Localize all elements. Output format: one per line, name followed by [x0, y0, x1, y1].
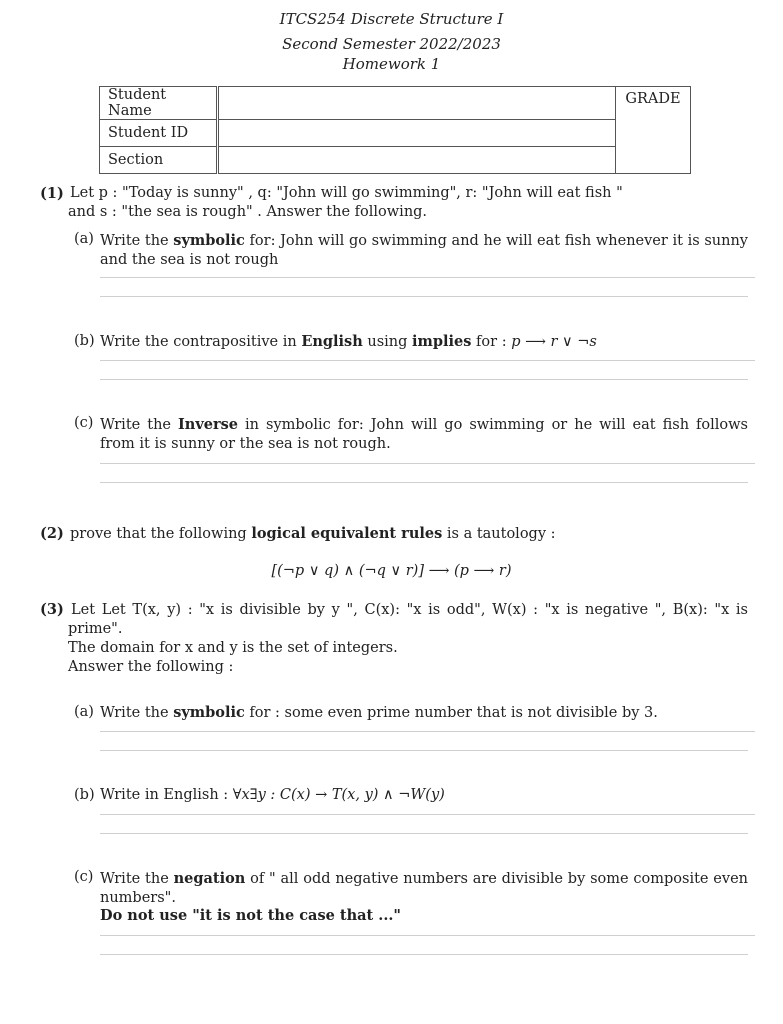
student-id-field[interactable] [218, 120, 616, 147]
q1b-answer-line-1[interactable] [100, 360, 755, 361]
q3c-text: Write the negation of " all odd negative numbers are divisible by some composite even numbers". [100, 870, 748, 906]
q1-number: (1) [40, 185, 64, 202]
q3b-answer-line-2[interactable] [100, 833, 748, 834]
q3a-label: (a) [74, 704, 94, 720]
q1b-formula: p ⟶ r ∨ ¬s [511, 334, 597, 350]
course-title: ITCS254 Discrete Structure I [279, 10, 504, 28]
q3c-answer-line-2[interactable] [100, 954, 748, 955]
q1-intro-line2: and s : "the sea is rough" . Answer the following. [68, 204, 428, 220]
q3b-text: Write in English : ∀x∃y : C(x) → T(x, y) ∧ ¬W(y) [100, 787, 445, 803]
q3-number: (3) [40, 601, 64, 618]
q1a-text: Write the symbolic for: John will go swimming and he will eat fish whenever it is sunny and the sea is not rough [100, 232, 748, 268]
q3a-answer-line-2[interactable] [100, 750, 748, 751]
q3b-formula: ∀x∃y : C(x) → T(x, y) ∧ ¬W(y) [232, 787, 445, 803]
q1a-answer-line-2[interactable] [100, 296, 748, 297]
student-info-table [99, 86, 691, 174]
q3c-note: Do not use "it is not the case that ..." [100, 907, 401, 924]
student-name-field[interactable] [218, 87, 616, 120]
q3b-answer-line-1[interactable] [100, 814, 755, 815]
q2-text: prove that the following logical equivalent rules is a tautology : [70, 525, 556, 542]
q3-intro-line1: Let Let T(x, y) : "x is divisible by y ", C(x): "x is odd", W(x) : "x is negative ", B(x): "x is prime". [68, 602, 748, 637]
q3c-answer-line-1[interactable] [100, 935, 755, 936]
q1b-answer-line-2[interactable] [100, 379, 748, 380]
q3c-label: (c) [74, 869, 94, 885]
q2-formula: [(¬p ∨ q) ∧ (¬q ∨ r)] ⟶ (p ⟶ r) [271, 563, 512, 579]
student-name-label: Student Name [100, 87, 218, 120]
q1c-text: Write the Inverse in symbolic for: John will go swimming or he will eat fish follows from it is sunny or the sea is not rough. [100, 416, 748, 452]
q3a-text: Write the symbolic for : some even prime number that is not divisible by 3. [100, 704, 658, 721]
grade-label: GRADE [625, 91, 681, 107]
grade-cell [616, 87, 691, 174]
q1c-answer-line-1[interactable] [100, 463, 755, 464]
q1a-answer-line-1[interactable] [100, 277, 755, 278]
q1-intro-line1: Let p : "Today is sunny" , q: "John will go swimming", r: "John will eat fish " [70, 185, 623, 201]
q1b-text: Write the contrapositive in English using implies for : p ⟶ r ∨ ¬s [100, 333, 597, 350]
q1c-label: (c) [74, 415, 94, 431]
q3-intro-line2: The domain for x and y is the set of integers. [68, 640, 398, 656]
q3b-label: (b) [74, 787, 95, 803]
student-id-label: Student ID [100, 120, 218, 147]
homework-title: Homework 1 [342, 55, 441, 73]
section-field[interactable] [218, 147, 616, 174]
semester-line: Second Semester 2022/2023 [282, 35, 501, 53]
q1c-answer-line-2[interactable] [100, 482, 748, 483]
q1b-label: (b) [74, 333, 95, 349]
q1a-label: (a) [74, 231, 94, 247]
q3-intro-line3: Answer the following : [68, 659, 234, 675]
q2-number: (2) [40, 525, 64, 542]
section-label: Section [100, 147, 218, 174]
q3a-answer-line-1[interactable] [100, 731, 755, 732]
